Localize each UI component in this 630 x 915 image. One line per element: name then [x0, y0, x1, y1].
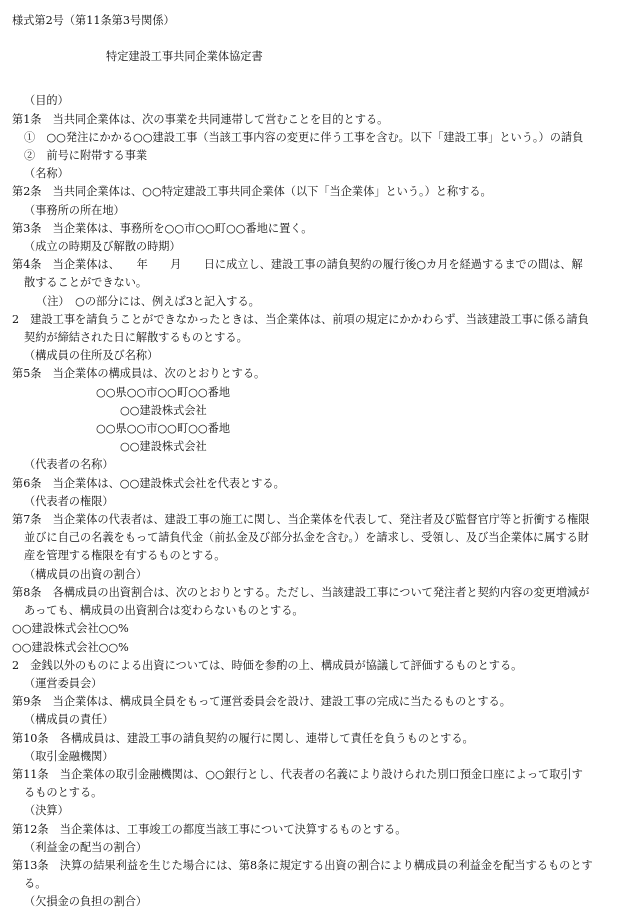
share-member-name: ○○建設株式会社 — [12, 640, 99, 654]
share-row — [12, 620, 622, 638]
section-heading: （構成員の出資の割合） — [24, 567, 148, 581]
article-line: 第6条 当企業体は、○○建設株式会社を代表とする。 — [12, 476, 285, 490]
article-line: 第4条 当企業体は、 年 月 日に成立し、建設工事の請負契約の履行後○カ月を経過するまでの間は、解 — [12, 258, 583, 272]
share-percentage: ○○% — [98, 622, 129, 636]
section-heading: （欠損金の負担の割合） — [24, 895, 148, 909]
article-line: 第3条 当企業体は、事務所を○○市○○町○○番地に置く。 — [12, 221, 313, 235]
section-heading: （構成員の住所及び名称） — [24, 349, 159, 363]
member-address: ○○県○○市○○町○○番地 — [96, 385, 231, 399]
share-row — [12, 639, 622, 657]
form-number: 様式第2号（第11条第3号関係） — [12, 14, 175, 27]
section-heading: （成立の時期及び解散の時期） — [24, 240, 181, 254]
article-line: 2 金銭以外のものによる出資については、時価を参酌の上、構成員が協議して評価するものとする。 — [12, 658, 523, 672]
article-line: 第12条 当企業体は、工事竣工の都度当該工事について決算するものとする。 — [12, 822, 407, 836]
article-continuation: あっても、構成員の出資割合は変わらないものとする。 — [24, 604, 304, 618]
article-line: 第11条 当企業体の取引金融機関は、○○銀行とし、代表者の名義により設けられた別口預金口座によって取引す — [12, 767, 583, 781]
article-line: 第8条 各構成員の出資割合は、次のとおりとする。ただし、当該建設工事について発注者と契約内容の変更増減が — [12, 585, 590, 599]
member-company: ○○建設株式会社 — [120, 440, 207, 454]
section-heading: （決算） — [24, 804, 69, 818]
section-heading: （代表者の名称） — [24, 458, 114, 472]
article-line: 第7条 当企業体の代表者は、建設工事の施工に関し、当企業体を代表して、発注者及び監督官庁等と折衝する権限 — [12, 513, 590, 527]
article-continuation: るものとする。 — [24, 786, 103, 800]
article-line: 第9条 当企業体は、構成員全員をもって運営委員会を設け、建設工事の完成に当たるものとする。 — [12, 695, 511, 709]
section-heading: （取引金融機関） — [24, 749, 114, 763]
article-line: 第10条 各構成員は、建設工事の請負契約の履行に関し、連帯して責任を負うものとする。 — [12, 731, 474, 745]
list-item: ① ○○発注にかかる○○建設工事（当該工事内容の変更に伴う工事を含む。以下「建設工事」という。）の請負 — [24, 130, 584, 144]
article-line: 第1条 当共同企業体は、次の事業を共同連帯して営むことを目的とする。 — [12, 112, 389, 126]
share-member-name: ○○建設株式会社 — [12, 622, 99, 636]
section-heading: （運営委員会） — [24, 676, 103, 690]
article-line: 2 建設工事を請負うことができなかったときは、当企業体は、前項の規定にかかわらず、当該建設工事に係る請負 — [12, 312, 589, 326]
article-line: 第2条 当共同企業体は、○○特定建設工事共同企業体（以下「当企業体」という。）と称する。 — [12, 185, 492, 199]
article-continuation: る。 — [24, 877, 47, 891]
member-company: ○○建設株式会社 — [120, 403, 207, 417]
article-line: 第5条 当企業体の構成員は、次のとおりとする。 — [12, 367, 266, 381]
section-heading: （目的） — [24, 94, 69, 108]
share-percentage: ○○% — [98, 640, 129, 654]
section-heading: （事務所の所在地） — [24, 203, 125, 217]
article-line: 第13条 決算の結果利益を生じた場合には、第8条に規定する出資の割合により構成員の利益金を配当するものとす — [12, 858, 593, 872]
section-heading: （利益金の配当の割合） — [24, 840, 148, 854]
list-item: ② 前号に附帯する事業 — [24, 149, 148, 163]
note-line: （注） ○の部分には、例えば3と記入する。 — [36, 294, 260, 308]
member-address: ○○県○○市○○町○○番地 — [96, 422, 231, 436]
section-heading: （構成員の責任） — [24, 713, 114, 727]
document-title: 特定建設工事共同企業体協定書 — [106, 50, 263, 64]
section-heading: （代表者の権限） — [24, 494, 114, 508]
article-continuation: 産を管理する権限を有するものとする。 — [24, 549, 226, 563]
document-body — [12, 92, 622, 911]
section-heading: （名称） — [24, 167, 69, 181]
article-continuation: 契約が締結された日に解散するものとする。 — [24, 331, 248, 345]
article-continuation: 並びに自己の名義をもって請負代金（前払金及び部分払金を含む。）を請求し、受領し、及び当企業体に属する財 — [24, 531, 589, 545]
article-continuation: 散することができない。 — [24, 276, 148, 290]
